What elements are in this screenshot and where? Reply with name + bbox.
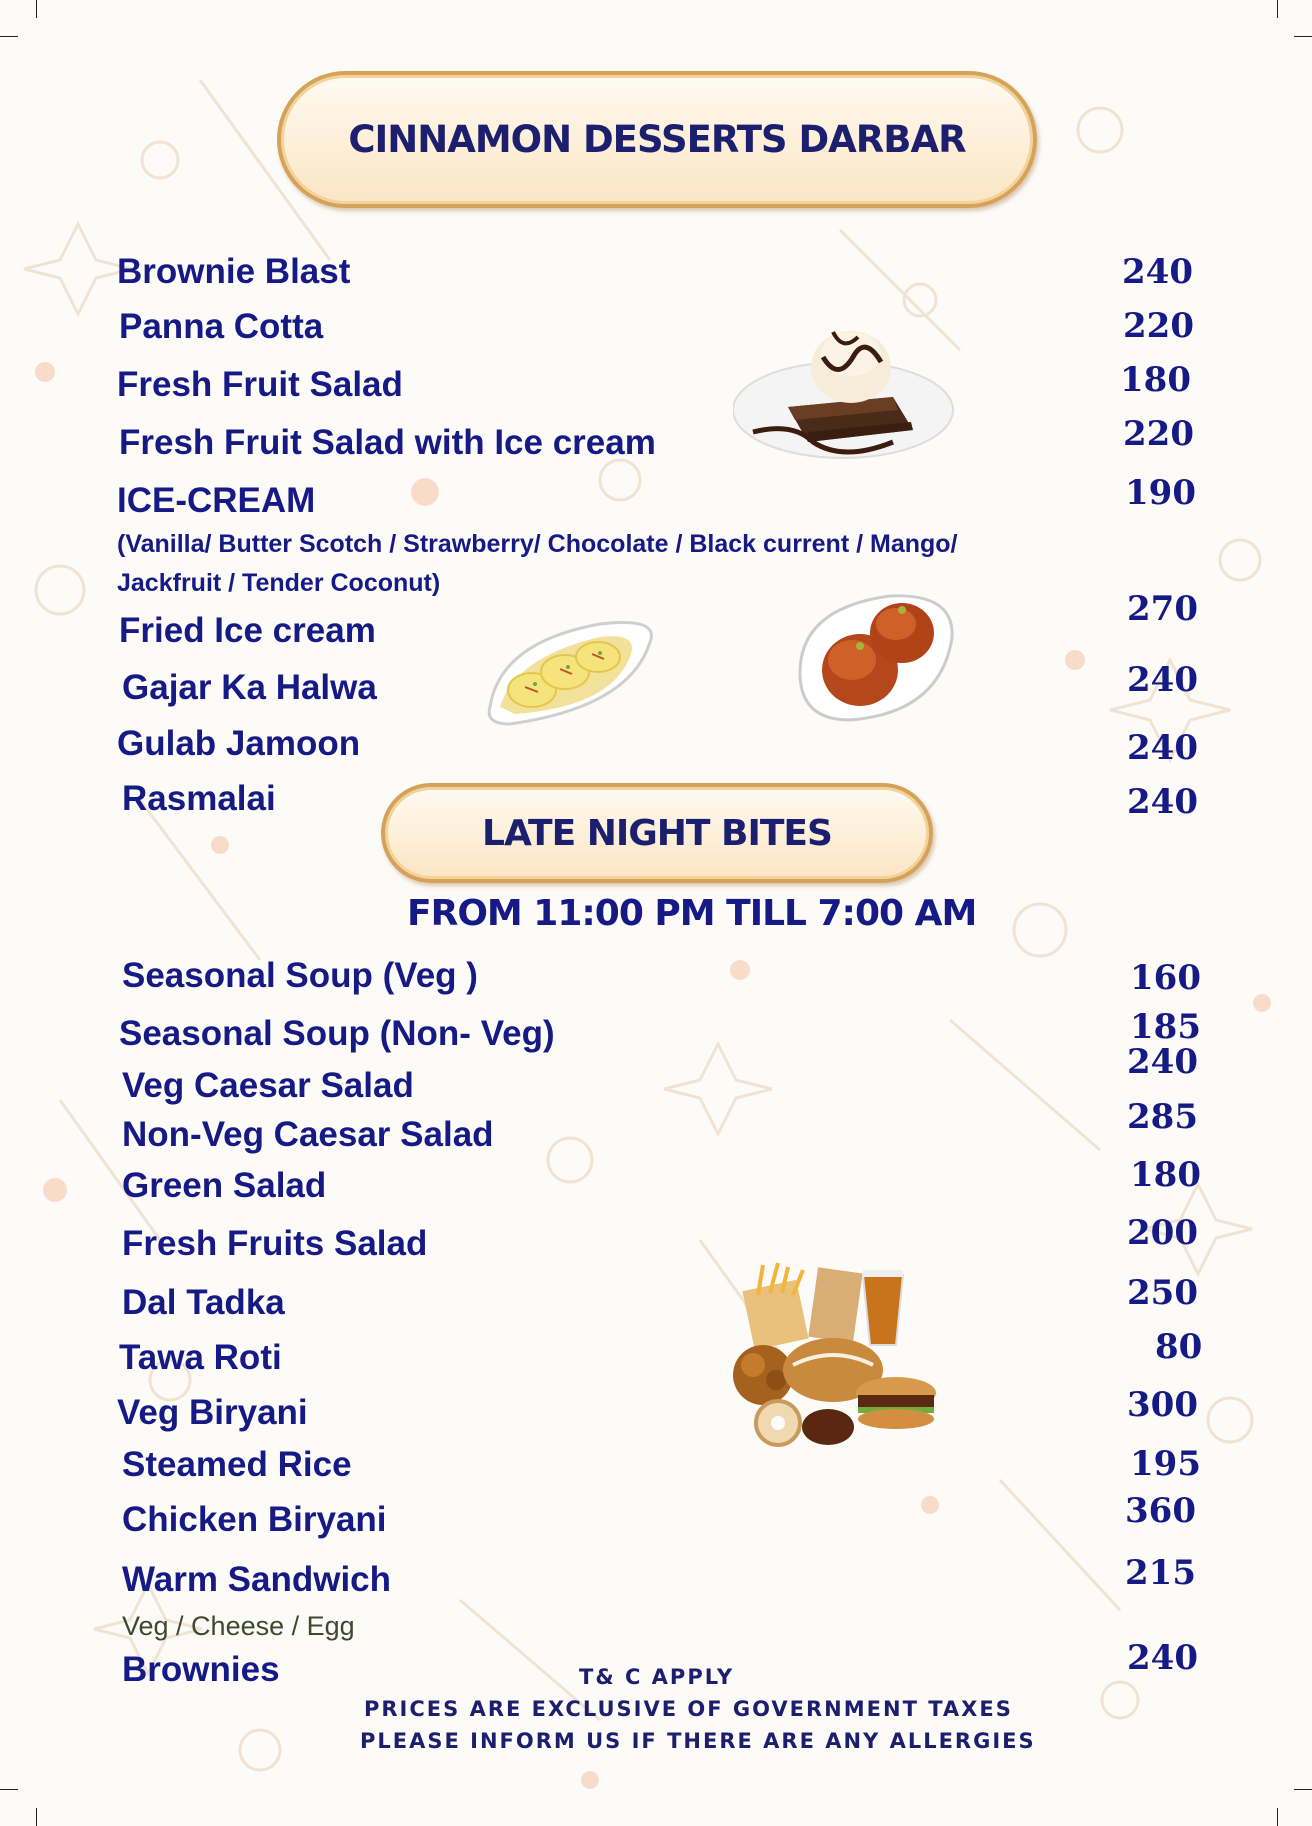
menu-item-price: 240 — [1127, 1638, 1198, 1678]
menu-item-name: Steamed Rice — [122, 1445, 352, 1484]
menu-item-name: Fresh Fruit Salad with Ice cream — [119, 423, 656, 462]
menu-item-name: Fried Ice cream — [119, 611, 376, 650]
icecream-flavours: (Vanilla/ Butter Scotch / Strawberry/ Chocolate / Black current / Mango/ — [117, 530, 958, 558]
menu-item-name: Brownie Blast — [117, 252, 351, 291]
icecream-flavours: Jackfruit / Tender Coconut) — [117, 569, 441, 597]
menu-item-price: 180 — [1130, 1155, 1201, 1195]
menu-item-price: 240 — [1127, 660, 1198, 700]
gulab-jamun-image — [790, 588, 958, 728]
crop-mark — [1294, 36, 1312, 37]
menu-item-price: 80 — [1155, 1327, 1203, 1367]
terms-note: T& C APPLY — [579, 1665, 735, 1689]
menu-item-name: Green Salad — [122, 1166, 327, 1205]
late-night-section-title: LATE NIGHT BITES — [482, 812, 832, 854]
crop-mark — [1277, 0, 1278, 18]
menu-item-price: 190 — [1125, 473, 1196, 513]
menu-item-price: 195 — [1130, 1444, 1201, 1484]
menu-item-price: 240 — [1127, 728, 1198, 768]
menu-item-price: 285 — [1127, 1097, 1198, 1137]
crop-mark — [0, 1789, 18, 1790]
crop-mark — [0, 36, 18, 37]
brownie-with-ice-cream-image — [733, 312, 961, 462]
taxes-note: PRICES ARE EXCLUSIVE OF GOVERNMENT TAXES — [364, 1697, 1013, 1721]
menu-item-name: Seasonal Soup (Non- Veg) — [119, 1014, 555, 1053]
menu-item-price: 160 — [1130, 958, 1201, 998]
menu-item-name: Fresh Fruits Salad — [122, 1224, 428, 1263]
menu-item-name: Chicken Biryani — [122, 1500, 387, 1539]
menu-item-price: 270 — [1127, 589, 1198, 629]
rasmalai-image — [480, 612, 660, 730]
crop-mark — [36, 0, 37, 18]
menu-item-name: Tawa Roti — [119, 1338, 282, 1377]
crop-mark — [36, 1808, 37, 1826]
crop-mark — [1294, 1789, 1312, 1790]
menu-item-name: Dal Tadka — [122, 1283, 285, 1322]
menu-item-name: Panna Cotta — [119, 307, 324, 346]
menu-item-price: 240 — [1127, 1042, 1198, 1082]
menu-item-name: Seasonal Soup (Veg ) — [122, 956, 478, 995]
crop-mark — [1277, 1808, 1278, 1826]
sandwich-options: Veg / Cheese / Egg — [122, 1611, 355, 1641]
menu-item-name: Veg Caesar Salad — [122, 1066, 414, 1105]
menu-item-price: 185 — [1130, 1007, 1201, 1047]
menu-item-price: 240 — [1122, 252, 1193, 292]
menu-item-name: Brownies — [122, 1650, 280, 1689]
menu-item-name: ICE-CREAM — [117, 481, 316, 520]
menu-item-name: Veg Biryani — [117, 1393, 308, 1432]
menu-item-name: Gajar Ka Halwa — [122, 668, 377, 707]
desserts-section-title: CINNAMON DESSERTS DARBAR — [348, 118, 966, 161]
late-night-section-banner — [381, 783, 933, 883]
menu-item-price: 300 — [1127, 1385, 1198, 1425]
desserts-section-banner — [277, 71, 1037, 208]
menu-item-name: Fresh Fruit Salad — [117, 365, 403, 404]
menu-item-price: 215 — [1125, 1553, 1196, 1593]
menu-item-name: Rasmalai — [122, 779, 276, 818]
late-night-timing: FROM 11:00 PM TILL 7:00 AM — [407, 893, 977, 934]
fast-food-platter-image — [718, 1255, 938, 1451]
menu-item-name: Gulab Jamoon — [117, 724, 361, 763]
allergies-note: PLEASE INFORM US IF THERE ARE ANY ALLERGIES — [360, 1729, 1036, 1753]
menu-item-price: 250 — [1127, 1273, 1198, 1313]
menu-item-price: 220 — [1123, 414, 1194, 454]
menu-item-price: 240 — [1127, 782, 1198, 822]
menu-item-price: 180 — [1120, 360, 1191, 400]
menu-item-name: Warm Sandwich — [122, 1560, 392, 1599]
menu-item-price: 220 — [1123, 306, 1194, 346]
menu-item-price: 360 — [1125, 1491, 1196, 1531]
menu-item-price: 200 — [1127, 1213, 1198, 1253]
menu-item-name: Non-Veg Caesar Salad — [122, 1115, 494, 1154]
